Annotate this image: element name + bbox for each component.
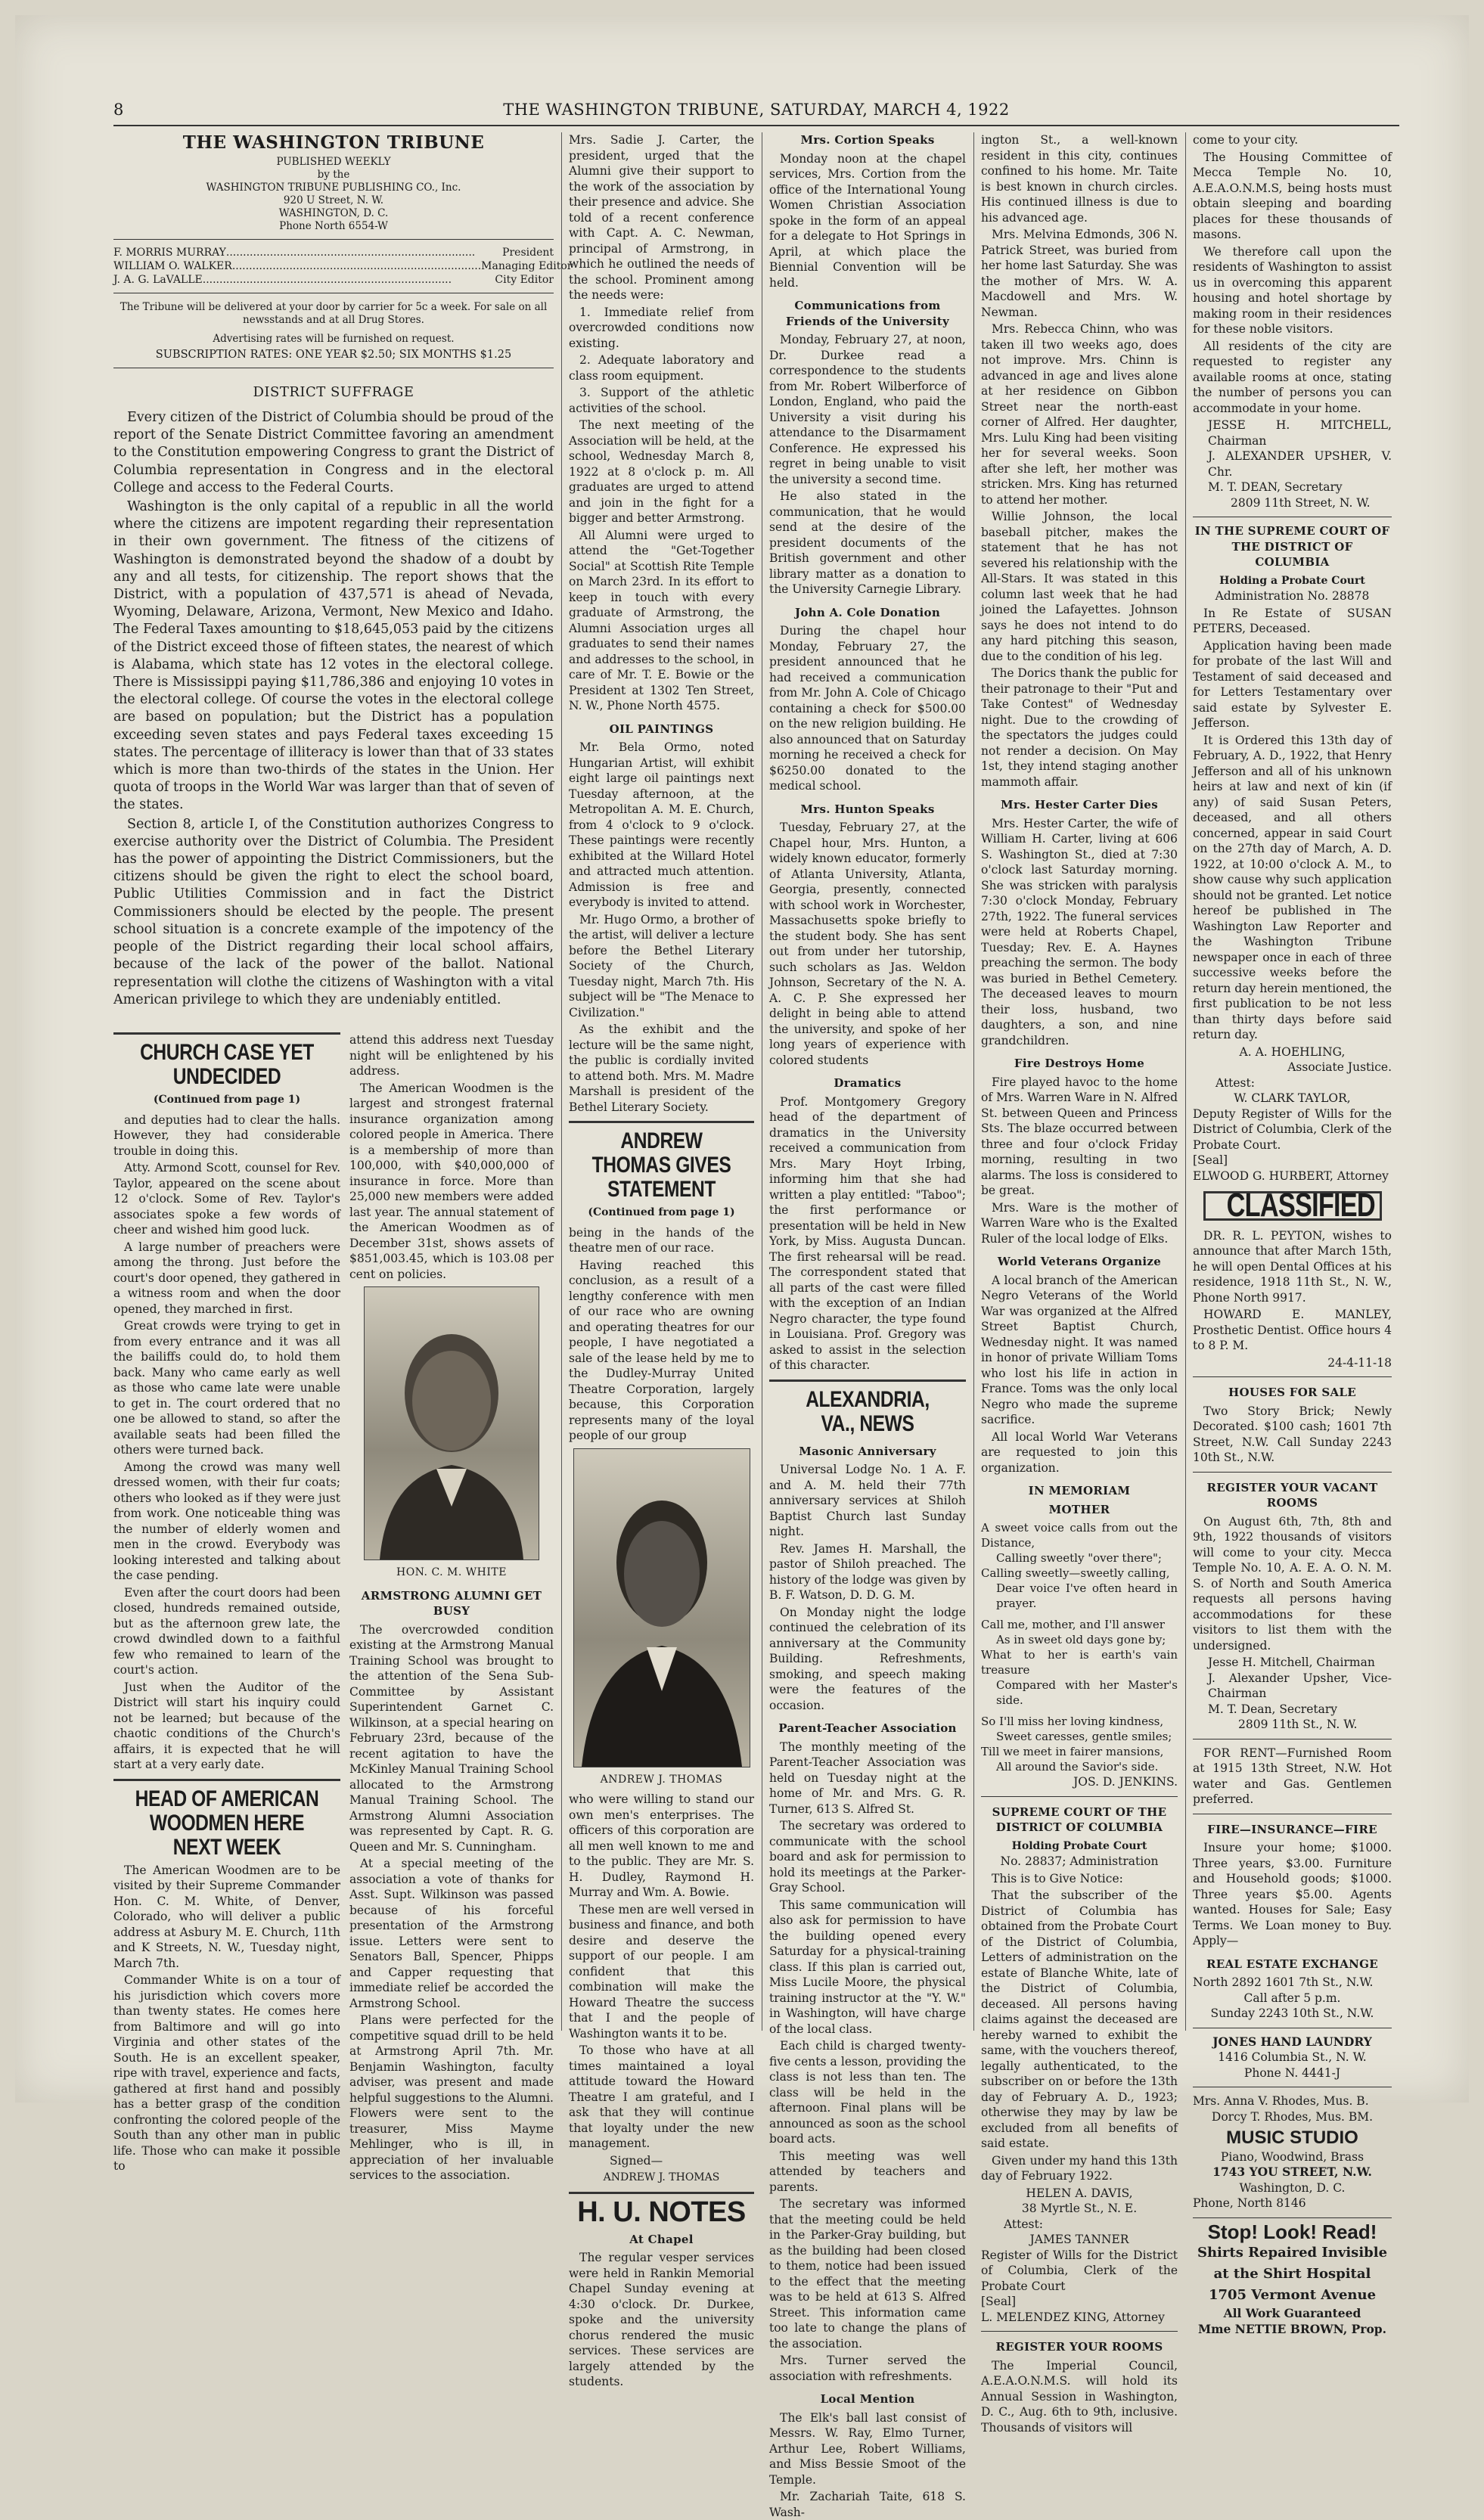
article-paragraph: Willie Johnson, the local baseball pitcher, makes the statement that he has not severed his relationship with the All-Stars. It was stated in this column last week that he had joined the Lafayettes. Johnson says he does not intend to do any hard pitching this season, due to the condition of his leg.: [981, 510, 1178, 663]
article-paragraph: Mr. Zachariah Taite, 618 S. Wash-: [769, 2490, 966, 2519]
court-line: It is Ordered this 13th day of February, A. D., 1922, that Henry Jefferson and all of his unknown heirs at law and next of kin (if any) of said Susan Peters, deceased, and all others concerned, appear in said Court on the 27th day of March, A. D. 1922, at 10:00 o'clock A. M., to show cause why such application should not be granted. Let notice hereof be published in The Washington Law Reporter and the Washington Tribune newspaper once in each of three successive weeks before the return day herein mentioned, the first publication to be not less than thirty days before said return day.: [1193, 733, 1392, 1041]
column-2: [349, 1032, 554, 2182]
staff-name: J. A. G. LaVALLE: [113, 273, 203, 286]
running-head: [113, 95, 1399, 126]
thomas-headline: ANDREW THOMAS GIVES STATEMENT: [591, 1128, 731, 1202]
court-headline: SUPREME COURT OF THE DISTRICT OF COLUMBIA: [992, 1805, 1167, 1834]
court-signature: Deputy Register of Wills for the District of Columbia, Clerk of the Probate Court.: [1193, 1106, 1392, 1152]
court-line: This is to Give Notice:: [992, 1871, 1123, 1885]
court-line: Application having been made for probate of the last Will and Testament of said deceased and for Letters Testamentary over said estate by Sylvester E. Jefferson.: [1193, 638, 1392, 730]
column-rule: [973, 132, 974, 2031]
music-line: Phone, North 8146: [1193, 2196, 1306, 2210]
laundry-line: Phone N. 4441-J: [1243, 2065, 1341, 2080]
article-paragraph: Prof. Montgomery Gregory head of the department of dramatics in the University received a communication from Mrs. Mary Hoyt Irbing, informing him that she had written a play entitled: "Taboo"; the first performance or presentation will be held in New York, by Miss. Augusta Duncan. The first rehearsal will be read. The correspondent stated that all parts of the cast were filled with the exception of an Indian Negro character, the type found in Louisiana. Prof. Gregory was asked to assist in the selection of this character.: [769, 1094, 966, 1372]
masthead-line: by the: [317, 168, 350, 181]
divider: [769, 1379, 966, 1382]
advertising-note: Advertising rates will be furnished on request.: [213, 332, 455, 345]
shirt-line: Shirts Repaired Invisible: [1197, 2245, 1388, 2261]
classified-ad: FOR RENT—Furnished Room at 1915 13th Street, N.W. Hot water and Gas. Gentlemen preferred.: [1193, 1746, 1392, 1806]
court-signature: [Seal]: [981, 2295, 1017, 2308]
staff-role: Managing Editor: [481, 259, 573, 272]
column-rule: [561, 132, 562, 2031]
newspaper-page: [15, 15, 1469, 2519]
court-attest: Attest:: [1004, 2217, 1043, 2231]
article-paragraph: The Imperial Council, A.E.A.O.N.M.S. will hold its Annual Session in Washington, D. C., Aug. 6th to 9th, inclusive. Thousands of visitors will: [981, 2358, 1178, 2435]
column-3: [569, 132, 754, 2388]
masonic-headline: Masonic Anniversary: [799, 1444, 936, 1458]
article-paragraph: The Dorics thank the public for their patronage to their "Put and Take Contest" of Wednesday night. Due to the crowding of the spectators the judges could not render a decision. On May 1st, they intend staging another mammoth affair.: [981, 666, 1178, 789]
staff-list: [113, 246, 573, 287]
ad-code: 24-4-11-18: [1327, 1355, 1392, 1370]
article-paragraph: Just when the Auditor of the District will start his inquiry could not be learned; but because of the chaotic conditions of the Church's affairs, it is expected that he will start at a very early date.: [113, 1680, 340, 1771]
article-paragraph: Mrs. Sadie J. Carter, the president, urged that the Alumni give their support to the work of the association by their presence and advice. She told of a recent conference with Capt. A. C. Newman, principal of Armstrong, in which he outlined the needs of the school. Prominent among the needs were:: [569, 133, 754, 302]
article-paragraph: The monthly meeting of the Parent-Teacher Association was held on Tuesday night at the home of Mr. and Mrs. G. R. Turner, 613 S. Alfred St.: [769, 1739, 966, 1816]
classified-ad: On August 6th, 7th, 8th and 9th, 1922 thousands of visitors will come to your city. Mecca Temple No. 10, A. E. A. O. N. M. S. of North and South America requests all persons having accommodations for these visitors to list them with the undersigned.: [1193, 1514, 1392, 1653]
signed-label: Signed—: [610, 2153, 663, 2168]
staff-name: WILLIAM O. WALKER: [113, 259, 232, 272]
divider: [113, 1779, 340, 1781]
article-paragraph: Fire played havoc to the home of Mrs. Warren Ware in N. Alfred St. between Queen and Princess Sts. The blaze occurred between three and four o'clock Friday morning, resulting in two alarms. The loss is considered to be great.: [981, 1075, 1178, 1197]
article-paragraph: Monday, February 27, at noon, Dr. Durkee read a correspondence to the students from Mr. Robert Wilberforce of London, England, who paid the University a visit during his attendance to the Disarmament Conference. He expressed his regret in being unable to visit the university a second time.: [769, 333, 966, 486]
masthead-line: WASHINGTON, D. C.: [278, 206, 389, 219]
poem-line: Calling sweetly "over there";: [996, 1551, 1162, 1565]
fire-headline: Fire Destroys Home: [1014, 1057, 1145, 1070]
masthead-editorial: [113, 132, 573, 1032]
laundry-line: 1416 Columbia St., N. W.: [1218, 2050, 1367, 2064]
delivery-note: The Tribune will be delivered at your door by carrier for 5c a week. For sale on all newsstands and at all Drug Stores.: [120, 300, 548, 326]
article-paragraph: Great crowds were trying to get in from every entrance and it was all the bailiffs could do, to hold them back. Many who came early as well as those who came late were unable to get in. The court ordered that no one be allowed to stand, so after the available seats had been filled the others were turned back.: [113, 1319, 340, 1457]
article-paragraph: Mr. Hugo Ormo, a brother of the artist, will deliver a lecture before the Bethel Literary Society of the Church, Tuesday night, March 7th. His subject will be "The Menace to Civilization.": [569, 912, 754, 1019]
vacant-headline: REGISTER YOUR VACANT ROOMS: [1206, 1480, 1378, 1510]
music-line: 1743 YOU STREET, N.W.: [1212, 2165, 1372, 2179]
divider: [1193, 2217, 1392, 2218]
classified-label: CLASSIFIED: [1226, 1187, 1375, 1224]
signature-line: M. T. DEAN, Secretary: [1208, 480, 1343, 494]
local-mention-headline: Local Mention: [820, 2392, 915, 2406]
portrait-illustration: [574, 1449, 750, 1767]
divider: [1193, 1376, 1392, 1377]
article-paragraph: 1. Immediate relief from overcrowded conditions now existing.: [569, 305, 754, 350]
dramatics-headline: Dramatics: [834, 1076, 902, 1090]
poem-signature: JOS. D. JENKINS.: [1073, 1775, 1178, 1789]
masthead-line: Phone North 6554-W: [279, 219, 388, 232]
court-signature: Register of Wills for the District of Columbia, Clerk of the Probate Court: [981, 2248, 1178, 2293]
poem-line: As in sweet old days gone by;: [996, 1633, 1166, 1646]
article-paragraph: Mrs. Hester Carter, the wife of William H. Carter, living at 606 S. Washington St., died at 7:30 o'clock last Saturday morning. She was stricken with paralysis 7:30 o'clock Monday, February 27th, 1922. The funeral services were held at Roberts Chapel, Tuesday; Rev. E. A. Haynes preaching the sermon. The body was buried in Bethel Cemetery. The deceased leaves to mourn their loss, husband, two daughters, a son, and nine grandchildren.: [981, 816, 1178, 1047]
column-1: [113, 1032, 340, 2173]
divider: [981, 1796, 1178, 1797]
cortion-headline: Mrs. Cortion Speaks: [800, 133, 935, 147]
photo-caption: HON. C. M. WHITE: [396, 1566, 507, 1578]
subscription-rates: SUBSCRIPTION RATES: ONE YEAR $2.50; SIX MONTHS $1.25: [155, 348, 512, 361]
poem-line: Sweet caresses, gentle smiles;: [996, 1730, 1172, 1743]
classified-ad: Two Story Brick; Newly Decorated. $100 cash; 1601 7th Street, N.W. Call Sunday 2243 10th St., N.W.: [1193, 1404, 1392, 1464]
poem-line: A sweet voice calls from out the Distance,: [981, 1521, 1178, 1550]
masthead-publisher: [113, 156, 554, 233]
shirt-line: Mme NETTIE BROWN, Prop.: [1197, 2321, 1387, 2336]
poem-line: Calling sweetly—sweetly calling,: [981, 1566, 1170, 1580]
article-paragraph: Mrs. Turner served the association with refreshments.: [769, 2354, 966, 2383]
court-signature: L. MELENDEZ KING, Attorney: [981, 2310, 1165, 2324]
court-signature: W. CLARK TAYLOR,: [1234, 1091, 1351, 1105]
article-paragraph: A large number of preachers were among the throng. Just before the court's door opened, they gathered in a witness room and when the door opened, they marched in first.: [113, 1240, 340, 1316]
classified-ad: HOWARD E. MANLEY, Prosthetic Dentist. Office hours 4 to 8 P. M.: [1193, 1308, 1392, 1352]
article-paragraph: Rev. James H. Marshall, the pastor of Shiloh preached. The history of the lodge was given by B. F. Watson, D. D. G. M.: [769, 1541, 966, 1602]
staff-name: F. MORRIS MURRAY: [113, 246, 226, 259]
editorial-title: DISTRICT SUFFRAGE: [253, 383, 414, 400]
hu-notes-headline: H. U. NOTES: [577, 2196, 746, 2228]
divider: [569, 2192, 754, 2194]
signature: ANDREW J. THOMAS: [603, 2171, 720, 2183]
music-headline: MUSIC STUDIO: [1226, 2127, 1358, 2148]
article-paragraph: During the chapel hour Monday, February 27, the president announced that he had received a communication from Mr. John A. Cole of Chicago containing a check for $500.00 on the new religion building. He also announced that on Saturday morning he received a check for $6250.00 donated to the medical school.: [769, 624, 966, 793]
classified-ad: Insure your home; $1000. Three years, $3.00. Furniture and Household goods; $1000. Three years $5.00. Agents wanted. Houses for Sale; Easy Terms. We Loan money to Buy. Apply—: [1193, 1841, 1392, 1947]
staff-row: J. A. G. LaVALLE .......................................................................... City Editor: [113, 273, 554, 286]
staff-row: F. MORRIS MURRAY .......................................................................... President: [113, 246, 554, 259]
alexandria-headline: ALEXANDRIA, VA., NEWS: [806, 1386, 930, 1436]
article-paragraph: Mrs. Melvina Edmonds, 306 N. Patrick Street, was buried from her home last Saturday. She was the mother of Mrs. W. A. Macdowell and Mrs. W. Newman.: [981, 228, 1178, 319]
article-paragraph: come to your city.: [1193, 133, 1299, 147]
houses-headline: HOUSES FOR SALE: [1228, 1386, 1356, 1399]
masthead-line: WASHINGTON TRIBUNE PUBLISHING CO., Inc.: [206, 181, 461, 194]
shirt-line: at the Shirt Hospital: [1213, 2266, 1371, 2282]
article-paragraph: The next meeting of the Association will be held, at the school, Wednesday March 8, 1922 at 8 o'clock p. m. All graduates are urged to attend and join in the fight for a bigger and better Armstrong.: [569, 418, 754, 525]
poem-line: Compared with her Master's side.: [996, 1678, 1178, 1707]
signature-line: JESSE H. MITCHELL, Chairman: [1208, 418, 1392, 448]
article-paragraph: Plans were perfected for the competitive squad drill to be held at Armstrong April 7th. Mr. Benjamin Washington, faculty adviser, was present and made helpful suggestions to the Alumni. Flowers were sent to the treasurer, Miss Mayme Mehlinger, who is ill, in appreciation of her invaluable services to the association.: [349, 2013, 554, 2182]
poem-line: Dear voice I've often heard in prayer.: [996, 1581, 1178, 1610]
court-signature: HELEN A. DAVIS,: [1026, 2186, 1133, 2200]
classified-banner: [1203, 1187, 1382, 1224]
court-line: No. 28837; Administration: [1000, 1854, 1159, 1868]
hu-notes-sub: At Chapel: [629, 2232, 694, 2246]
divider: [113, 239, 554, 240]
music-teacher: Mrs. Anna V. Rhodes, Mus. B.: [1193, 2094, 1369, 2108]
article-paragraph: ington St., a well-known resident in this city, continues confined to his home. Mr. Taite is best known in church circles. His continued illness is due to his advanced age.: [981, 133, 1178, 225]
article-paragraph: The regular vesper services were held in Rankin Memorial Chapel Sunday evening at 4:30 o'clock. Dr. Durkee, spoke and the university chorus rendered the music services. These services are largely attended by the students.: [569, 2251, 754, 2388]
article-paragraph: He also stated in the communication, that he would send at the desire of the president documents of the British government and other library matter as a donation to the University Carnegie Library.: [769, 489, 966, 596]
article-paragraph: We therefore call upon the residents of Washington to assist us in overcoming this apparent housing and hotel shortage by making room in their residences for these noble visitors.: [1193, 244, 1392, 336]
article-paragraph: being in the hands of the theatre men of our race.: [569, 1225, 754, 1255]
article-paragraph: Monday noon at the chapel services, Mrs. Cortion from the office of the International Young Women Christian Association spoke in the form of an appeal for a delegate to Hot Springs in April, at which place the Biennial Convention will be held.: [769, 151, 966, 290]
thomas-portrait-photo: [573, 1448, 750, 1767]
divider: [981, 2331, 1178, 2332]
article-paragraph: 3. Support of the athletic activities of the school.: [569, 386, 754, 415]
article-paragraph: The American Woodmen is the largest and strongest fraternal insurance organization among colored people in America. There is a membership of more than 100,000, with $40,000,000 of insurance in force. More than 25,000 new members were added last year. The annual statement of the American Woodmen as of December 31st, shows assets of $851,003.45, which is 103.08 per cent on policies.: [349, 1081, 554, 1281]
article-paragraph: attend this address next Tuesday night will be enlightened by his address.: [349, 1033, 554, 1078]
article-paragraph: Atty. Armond Scott, counsel for Rev. Taylor, appeared on the scene about 12 o'clock. Some of Rev. Taylor's associates spoke a few words of cheer and wished him good luck.: [113, 1161, 340, 1237]
divider: [113, 1032, 340, 1035]
column-rule: [1185, 132, 1186, 2031]
shirt-line: 1705 Vermont Avenue: [1208, 2287, 1377, 2303]
cole-headline: John A. Cole Donation: [794, 605, 941, 619]
memoriam-poem: [981, 1520, 1178, 1774]
exchange-line: Sunday 2243 10th St., N.W.: [1210, 2006, 1374, 2020]
signature-line: J. Alexander Upsher, Vice-Chairman: [1208, 1671, 1392, 1700]
poem-line: Call me, mother, and I'll answer: [981, 1618, 1165, 1631]
music-teacher: Dorcy T. Rhodes, Mus. BM.: [1211, 2109, 1374, 2124]
continued-note: (Continued from page 1): [153, 1094, 301, 1106]
music-line: Piano, Woodwind, Brass: [1220, 2149, 1364, 2164]
article-paragraph: and deputies had to clear the halls. However, they had considerable trouble in doing this.: [113, 1113, 340, 1158]
article-paragraph: On Monday night the lodge continued the celebration of its anniversary at the Community Building. Refreshments, smoking, and speech making were the features of the occasion.: [769, 1605, 966, 1712]
continued-note: (Continued from page 1): [588, 1206, 735, 1218]
court-sub: Holding Probate Court: [1011, 1839, 1147, 1852]
shirt-headline: Stop! Look! Read!: [1207, 2220, 1377, 2243]
article-paragraph: All residents of the city are requested to register any available rooms at once, stating the number of persons you can accommodate in your home.: [1193, 339, 1392, 415]
court-line: Administration No. 28878: [1215, 589, 1370, 603]
article-paragraph: The Elk's ball last consist of Messrs. W. Ray, Elmo Turner, Arthur Lee, Robert Williams, and Miss Bessie Smoot of the Temple.: [769, 2410, 966, 2487]
staff-role: City Editor: [495, 273, 554, 286]
church-case-headline: CHURCH CASE YET UNDECIDED: [140, 1040, 314, 1089]
article-paragraph: As the exhibit and the lecture will be the same night, the public is cordially invited to attend both. Mrs. M. Madre Marshall is president of the Bethel Literary Society.: [569, 1023, 754, 1114]
court-signature: ELWOOD G. HURBERT, Attorney: [1193, 1168, 1389, 1183]
editorial-paragraph: Every citizen of the District of Columbia should be proud of the report of the Senate District Committee favoring an amendment to the Constitution empowering Congress to grant the District of Columbia representation in Congress and in the electoral College and access to the Federal Courts.: [113, 410, 554, 495]
laundry-name: JONES HAND LAUNDRY: [1212, 2034, 1372, 2049]
column-4: [769, 132, 966, 2519]
article-paragraph: Mr. Bela Ormo, noted Hungarian Artist, will exhibit eight large oil paintings next Tuesday afternoon, at the Metropolitan A. M. E. Church, from 4 o'clock to 9 o'clock. These paintings were recently exhibited at the Willard Hotel and attracted much attention. Admission is free and everybody is invited to attend.: [569, 740, 754, 909]
article-paragraph: 2. Adequate laboratory and class room equipment.: [569, 353, 754, 383]
exchange-line: North 2892 1601 7th St., N.W.: [1193, 1975, 1374, 1989]
article-paragraph: The secretary was ordered to communicate with the school board and ask for permission to hold its meetings at the Parker-Gray School.: [769, 1819, 966, 1895]
article-paragraph: At a special meeting of the association a vote of thanks for Asst. Supt. Wilkinson was passed because of his forceful presentation of the Armstrong issue. Letters were sent to Senators Ball, Spencer, Phipps and Capper requesting that immediate relief be accorded the Armstrong School.: [349, 1857, 554, 2010]
signature-line: 2809 11th Street, N. W.: [1231, 495, 1371, 510]
editorial-paragraph: Washington is the only capital of a republic in all the world where the citizens are impotent regarding their representation in their own government. The fitness of the citizens of Washington is demonstrated beyond the shadow of a doubt by any and all tests, for citizenship. The report shows that the District, with a population of 437,571 is ahead of Nevada, Wyoming, Delaware, Arizona, Vermont, New Mexico and Idaho. The Federal Taxes amounting to $18,645,053 paid by the citizens of the District exceed those of fifteen states, the nearest of which is Alabama, which state has 12 votes in the electoral college. There is Mississippi paying $11,786,386 and enjoying 10 votes in the electoral college. Of course the votes in the electoral college are based on population; but the District has a population exceeding seven states and pays Federal taxes exceeding 15 states. The percentage of illiteracy is lower than that of 33 states which is more than two-thirds of the states in the Union. Her quota of troops in the World War was larger than that of seven of the states.: [113, 499, 554, 813]
article-paragraph: The overcrowded condition existing at the Armstrong Manual Training School was brought to the attention of the Sena Sub-Committee by Assistant Superintendent Garnet C. Wilkinson, at a special hearing on February 23rd, because of the recent agitation to have the McKinley Manual Training School allocated to the Armstrong Manual Training School. The Armstrong Alumni Association was represented by Capt. R. G. Queen and Mr. S. Cunningham.: [349, 1622, 554, 1854]
staff-role: President: [502, 246, 554, 259]
article-paragraph: All Alumni were urged to attend the "Get-Together Social" at Scottish Rite Temple on March 23rd. In its effort to keep in touch with every graduate of Armstrong, the Alumni Association urges all graduates to send their names and addresses to the school, in care of Mr. T. E. Bowie or the President at 1302 Ten Street, N. W., Phone North 4575.: [569, 528, 754, 712]
memoriam-sub: MOTHER: [1048, 1502, 1110, 1516]
masthead-title: THE WASHINGTON TRIBUNE: [182, 132, 485, 153]
memoriam-headline: IN MEMORIAM: [1028, 1484, 1131, 1497]
court-signature: 38 Myrtle St., N. E.: [1021, 2202, 1138, 2215]
editorial-paragraph: Section 8, article I, of the Constitution authorizes Congress to exercise authority over the District of Columbia. The President has the power of appointing the District Commissioners, but the citizens should be given the right to elect the school board, Public Utilities Commission and in fact the District Commissioners should be elected by the people. The present school situation is a concrete example of the impotency of the people of the District regarding their local school affairs, because of the lack of the power of the ballot. National representation will clothe the citizens of Washington with a vital American privilege to which they are undeniably entitled.: [113, 816, 554, 1007]
column-5: [981, 132, 1178, 2435]
exchange-line: Call after 5 p.m.: [1243, 1991, 1341, 2005]
article-paragraph: To those who have at all times maintained a loyal attitude toward the Howard Theatre I am grateful, and I ask that they will continue that loyalty under the new management.: [569, 2044, 754, 2150]
article-paragraph: All local World War Veterans are requested to join this organization.: [981, 1429, 1178, 1475]
article-paragraph: Having reached this conclusion, as a result of a lengthy conference with men of our race who are owning and operating theatres for our people, I have negotiated a sale of the lease held by me to the Dudley-Murray United Theatre Corporation, largely because, this Corporation represents many of the loyal people of our group: [569, 1258, 754, 1442]
communications-headline: Communications from Friends of the University: [785, 299, 949, 328]
carter-headline: Mrs. Hester Carter Dies: [1001, 798, 1158, 812]
article-paragraph: Universal Lodge No. 1 A. F. and A. M. held their 77th anniversary services at Shiloh Baptist Church last Sunday night.: [769, 1463, 966, 1538]
column-6: [1193, 132, 1392, 2336]
woodmen-headline: HEAD OF AMERICAN WOODMEN HERE NEXT WEEK: [135, 1786, 319, 1860]
photo-caption: ANDREW J. THOMAS: [600, 1773, 723, 1786]
article-paragraph: Tuesday, February 27, at the Chapel hour, Mrs. Hunton, a widely known educator, formerly of Atlanta University, Atlanta, Georgia, presently, connected with school work in Worchester, Massachusetts spoke briefly to the student body. She has sent out from under her tutorship, such scholars as Jas. Weldon Johnson, Secretary of the N. A. A. C. P. She expressed her delight in being able to attend the university, and spoke of her long years of experience with colored students: [769, 821, 966, 1067]
article-paragraph: The secretary was informed that the meeting could be held in the Parker-Gray building, but as the building had been closed to them, notice had been issued to the effect that the meeting was to be held at 613 S. Alfred Street. This information came too late to change the plans of the association.: [769, 2197, 966, 2351]
running-head-title: THE WASHINGTON TRIBUNE, SATURDAY, MARCH 4, 1922: [503, 101, 1010, 119]
insurance-headline: FIRE—INSURANCE—FIRE: [1207, 1822, 1377, 1836]
article-paragraph: This same communication will also ask for permission to have the building opened every Saturday for a physical-training class. If this plan is carried out, Miss Lucile Moore, the physical training instructor at the "Y. W." in Washington, will have charge of the local class.: [769, 1898, 966, 2036]
pta-headline: Parent-Teacher Association: [778, 1721, 957, 1735]
court-signature: A. A. HOEHLING,: [1239, 1044, 1346, 1059]
court-line: Given under my hand this 13th day of February 1922.: [981, 2153, 1178, 2183]
article-paragraph: The Housing Committee of Mecca Temple No. 10, A.E.A.O.N.M.S, being hosts must obtain sleeping and boarding places for these thousands of masons.: [1193, 150, 1392, 241]
veterans-headline: World Veterans Organize: [997, 1255, 1162, 1268]
article-paragraph: Mrs. Rebecca Chinn, who was taken ill two weeks ago, does not improve. Mrs. Chinn is advanced in age and lives alone at her residence on Gibbon Street near the north-east corner of Alfred. Her daughter, Mrs. Lulu King had been visiting her for several weeks. Soon after she left, her mother was stricken. Mrs. King has returned to attend her mother.: [981, 322, 1178, 507]
masthead-line: PUBLISHED WEEKLY: [276, 155, 391, 168]
court-signature: Associate Justice.: [1287, 1060, 1392, 1074]
article-paragraph: Commander White is on a tour of his jurisdiction which covers more than twenty states. He comes here from Baltimore and will go into Virginia and other states of the South. He is an excellent speaker, ripe with travel, experience and facts, gathered at first hand and possibly has a better grasp of the condition confronting the colored people of the South than any other man in public life. Those who can make it possible to: [113, 1973, 340, 2173]
rooms-headline: REGISTER YOUR ROOMS: [995, 2340, 1163, 2354]
editorial-body: [113, 409, 554, 1009]
vacant-signatures: [1193, 1655, 1392, 1733]
article-paragraph: The American Woodmen are to be visited by their Supreme Commander Hon. C. M. White, of Denver, Colorado, who will deliver a public address at Asbury M. E. Church, 11th and K Streets, N. W., Tuesday night, March 7th.: [113, 1863, 340, 1970]
court-signature: Attest:: [1215, 1075, 1255, 1090]
article-paragraph: Among the crowd was many well dressed women, with their fur coats; others who looked as if they were just from work. One noticeable thing was the number of elderly women and men in the crowd. Everybody was looking interested and talking about the case pending.: [113, 1460, 340, 1582]
classified-ad: DR. R. L. PEYTON, wishes to announce that after March 15th, he will open Dental Offices at his residence, 1918 11th St., N. W., Phone North 9917.: [1193, 1228, 1392, 1305]
exchange-headline: REAL ESTATE EXCHANGE: [1206, 1957, 1379, 1971]
signature-line: Jesse H. Mitchell, Chairman: [1208, 1656, 1375, 1669]
armstrong-headline: ARMSTRONG ALUMNI GET BUSY: [361, 1588, 542, 1618]
article-paragraph: Even after the court doors had been closed, hundreds remained outside, but as the afternoon grew late, the crowd dwindled down to a faithful few who remained to learn of the court's action.: [113, 1585, 340, 1677]
white-portrait-photo: [364, 1286, 539, 1560]
article-paragraph: Mrs. Ware is the mother of Warren Ware who is the Exalted Ruler of the local lodge of Elks.: [981, 1200, 1178, 1246]
signature-line: 2809 11th St., N. W.: [1238, 1718, 1358, 1731]
article-paragraph: Each child is charged twenty-five cents a lesson, providing the class is not less than ten. The class will be held in the afternoon. Final plans will be announced as soon as the school board acts.: [769, 2039, 966, 2146]
court-signature: [Seal]: [1193, 1153, 1228, 1167]
masthead-line: 920 U Street, N. W.: [283, 194, 384, 206]
oil-paintings-headline: OIL PAINTINGS: [609, 722, 714, 736]
hunton-headline: Mrs. Hunton Speaks: [800, 802, 935, 816]
article-paragraph: who were willing to stand our own men's enterprises. The officers of this corporation are all men well known to me and to the public. They are Mr. S. H. Dudley, Raymond H. Murray and Wm. A. Bowie.: [569, 1792, 754, 1899]
poem-line: Till we meet in fairer mansions,: [981, 1745, 1164, 1758]
portrait-illustration: [365, 1287, 539, 1559]
court-signature: JAMES TANNER: [1029, 2233, 1129, 2246]
page-number: 8: [113, 101, 124, 119]
poem-line: So I'll miss her loving kindness,: [981, 1715, 1164, 1728]
article-paragraph: These men are well versed in business and finance, and both desire and deserve the support of our people. I am confident that this combination will make the Howard Theatre the success that I and the people of Washington wants it to be.: [569, 1902, 754, 2041]
signature-line: J. ALEXANDER UPSHER, V. Chr.: [1208, 449, 1392, 479]
court-line: That the subscriber of the District of Columbia has obtained from the Probate Court of the District of Columbia, Letters of administration on the estate of Blanche White, late of the District of Columbia, deceased. All persons having claims against the deceased are hereby warned to exhibit the same, with the vouchers thereof, legally authenticated, to the subscriber on or before the 13th day of February A. D., 1923; otherwise they may by law be excluded from all benefits of said estate.: [981, 1888, 1178, 2150]
article-paragraph: A local branch of the American Negro Veterans of the World War was organized at the Alfred Street Baptist Church, Wednesday night. It was named in honor of private William Toms who lost his life in action in France. Toms was the only local Negro who made the supreme sacrifice.: [981, 1273, 1178, 1426]
court2-headline: IN THE SUPREME COURT OF THE DISTRICT OF COLUMBIA: [1194, 524, 1390, 569]
article-paragraph: This meeting was well attended by teachers and parents.: [769, 2149, 966, 2194]
court2-sub: Holding a Probate Court: [1219, 574, 1365, 587]
music-line: Washington, D. C.: [1239, 2180, 1346, 2195]
poem-line: What to her is earth's vain treasure: [981, 1648, 1178, 1677]
divider: [1193, 1472, 1392, 1473]
shirt-line: All Work Guaranteed: [1223, 2306, 1361, 2320]
court-line: In Re Estate of SUSAN PETERS, Deceased.: [1193, 606, 1392, 635]
signature-line: M. T. Dean, Secretary: [1208, 1702, 1338, 1716]
rooms-signatures: [1193, 417, 1392, 511]
poem-line: All around the Savior's side.: [996, 1760, 1159, 1774]
divider: [569, 1121, 754, 1123]
staff-row: WILLIAM O. WALKER .......................................................................... Managing Editor: [113, 259, 573, 272]
